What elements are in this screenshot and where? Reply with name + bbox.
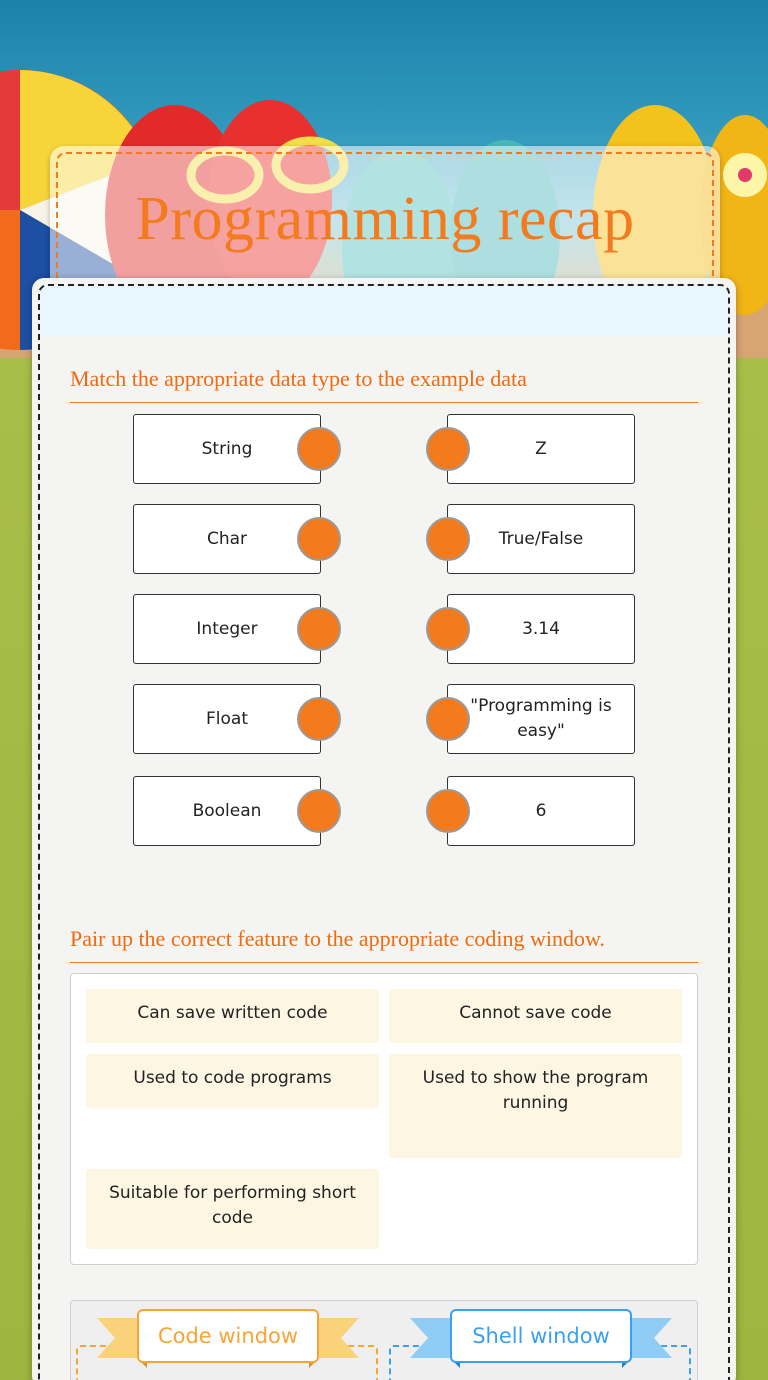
match-left-item[interactable]: Float: [133, 684, 321, 754]
match-right-item[interactable]: "Programming is easy": [447, 684, 635, 754]
match-left-item[interactable]: Char: [133, 504, 321, 574]
drag-chip[interactable]: Can save written code: [86, 989, 379, 1043]
match-connector-dot-right[interactable]: [426, 427, 470, 471]
drag-chip[interactable]: Cannot save code: [389, 989, 682, 1043]
match-connector-dot-right[interactable]: [426, 789, 470, 833]
match-connector-dot-left[interactable]: [297, 517, 341, 561]
match-connector-dot-right[interactable]: [426, 607, 470, 651]
match-left-item[interactable]: Integer: [133, 594, 321, 664]
match-left-item[interactable]: Boolean: [133, 776, 321, 846]
match-connector-dot-left[interactable]: [297, 697, 341, 741]
drag-chip[interactable]: Used to code programs: [86, 1054, 379, 1108]
section-heading-pair-up: Pair up the correct feature to the appropriate coding window.: [70, 926, 698, 963]
drag-chip[interactable]: Suitable for performing short code: [86, 1169, 379, 1249]
match-connector-dot-left[interactable]: [297, 427, 341, 471]
match-right-item[interactable]: 6: [447, 776, 635, 846]
match-left-item[interactable]: String: [133, 414, 321, 484]
worksheet-header-strip: [40, 286, 728, 336]
match-connector-dot-right[interactable]: [426, 517, 470, 561]
shell-window-label: Shell window: [450, 1309, 632, 1363]
drag-chip[interactable]: Used to show the program running: [389, 1054, 682, 1158]
code-window-label: Code window: [137, 1309, 319, 1363]
match-right-item[interactable]: 3.14: [447, 594, 635, 664]
page-title: Programming recap: [135, 185, 635, 253]
match-right-item[interactable]: Z: [447, 414, 635, 484]
match-right-item[interactable]: True/False: [447, 504, 635, 574]
section-heading-match: Match the appropriate data type to the example data: [70, 366, 698, 403]
match-connector-dot-left[interactable]: [297, 789, 341, 833]
match-connector-dot-left[interactable]: [297, 607, 341, 651]
match-connector-dot-right[interactable]: [426, 697, 470, 741]
